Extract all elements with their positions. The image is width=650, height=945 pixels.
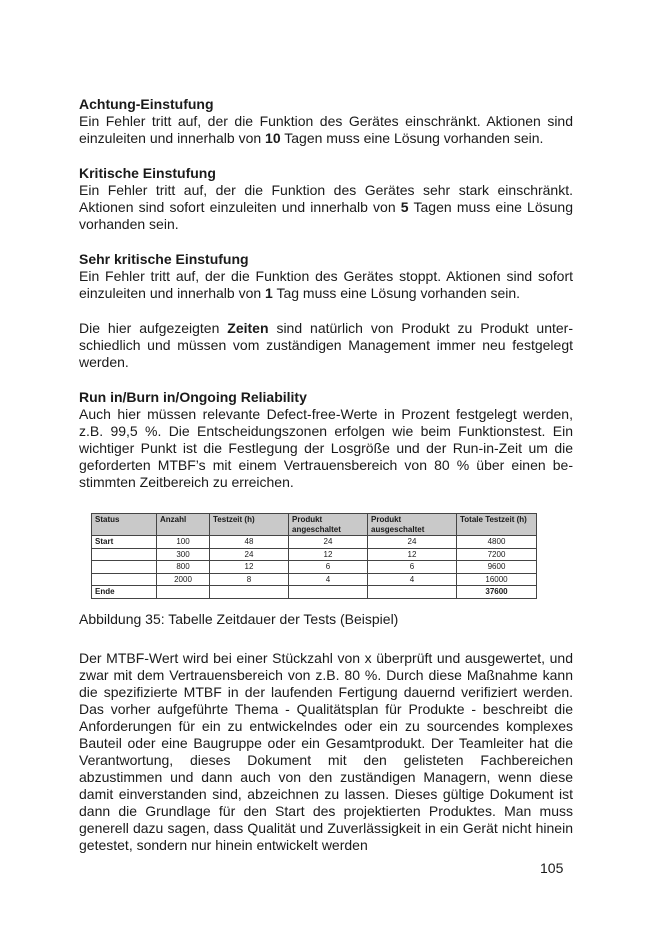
cell-total: 7200 [457, 548, 537, 561]
text-run: Tagen muss eine Lösung vorhanden sein. [79, 199, 573, 232]
cell-aus: 12 [368, 548, 457, 561]
cell-testzeit [210, 586, 289, 599]
cell-aus [368, 586, 457, 599]
bold-days: 5 [400, 199, 409, 215]
section-zeiten [79, 320, 573, 371]
cell-aus: 4 [368, 573, 457, 586]
bold-days: 10 [265, 130, 281, 146]
cell-testzeit: 8 [210, 573, 289, 586]
cell-anzahl [157, 586, 210, 599]
cell-aus: 6 [368, 561, 457, 574]
table-row [92, 561, 537, 574]
header-angeschaltet: Produkt angeschaltet [289, 514, 368, 536]
test-duration-table-wrap [91, 513, 537, 599]
cell-anzahl: 300 [157, 548, 210, 561]
header-anzahl: Anzahl [157, 514, 210, 536]
section-paragraph [79, 182, 573, 233]
bold-days: 1 [265, 285, 273, 301]
table-row [92, 573, 537, 586]
test-duration-table [91, 513, 537, 599]
cell-total: 37600 [457, 586, 537, 599]
cell-status [92, 561, 157, 574]
cell-status: Start [92, 536, 157, 549]
cell-testzeit: 12 [210, 561, 289, 574]
section-heading: Run in/Burn in/Ongoing Reliability [79, 389, 307, 405]
section-paragraph [79, 113, 573, 147]
cell-status: Ende [92, 586, 157, 599]
section-paragraph [79, 268, 573, 302]
section-heading: Achtung-Einstufung [79, 96, 214, 112]
text-run: Tag muss eine Lösung vorhanden sein. [272, 285, 521, 301]
section-paragraph: Auch hier müssen relevante Defect-free-Werte in Prozent festgelegt werden, z.B. 99,5 %. Die Entscheidungszonen erfolgen wie beim Funktionstest. Ein wichtiger Punkt ist die Festlegung der Losgröße und der Run-in-Zeit um die geforderten MTBF’s mit einem Vertrauensbereich von 80 % über einen bestimmten Zeitbereich zu erreichen. [79, 406, 573, 490]
cell-total: 9600 [457, 561, 537, 574]
section-paragraph [79, 320, 573, 371]
cell-an: 6 [289, 561, 368, 574]
cell-aus: 24 [368, 536, 457, 549]
cell-testzeit: 24 [210, 548, 289, 561]
header-totale: Totale Testzeit (h) [457, 514, 537, 536]
text-run: Ein Fehler tritt auf, der die Funktion des Gerätes stoppt. Aktionen sind sofort einzuleiten und innerhalb von [79, 268, 573, 301]
final-paragraph: Der MTBF-Wert wird bei einer Stückzahl von x überprüft und ausgewertet, und zwar mit dem Vertrauensbereich von z.B. 80 %. Durch diese Maßnahme kann die spezifizierte MTBF in der laufenden Fertigung dauernd verifiziert werden. Das vorher aufgeführte Thema - Qualitätsplan für Produkte - beschreibt die Anforderungen für ein zu entwickelndes oder ein zu sourcendes komplexes Bauteil oder eine Baugruppe oder ein Gesamtprodukt. Der Teamleiter hat die Verantwortung, dieses Dokument mit den gelisteten Fachbereichen abzustimmen und dann auch von den zuständigen Managern, wenn diese damit einverstanden sind, abzeichnen zu lassen. Dieses gültige Dokument ist dann die Grundlage für den Start des projektierten Produktes. Man muss generell dazu sagen, dass Qualität und Zuverlässigkeit in ein Gerät nicht hinein getestet, sondern nur hinein entwickelt werden [79, 649, 573, 853]
text-run: Tagen muss eine Lösung vorhanden sein. [280, 130, 544, 146]
bold-zeiten: Zeiten [227, 320, 269, 336]
header-ausgeschaltet: Produkt ausgeschaltet [368, 514, 457, 536]
cell-status [92, 548, 157, 561]
section-achtung [79, 96, 573, 147]
text-run: Die hier aufgezeigten [79, 320, 228, 336]
table-row [92, 548, 537, 561]
text-run: sind natürlich von Produkt zu Produkt unterschiedlich und müssen vom zuständigen Management immer neu festgelegt werden. [79, 320, 574, 370]
cell-an [289, 586, 368, 599]
table-header-row [92, 514, 537, 536]
text-run: Ein Fehler tritt auf, der die Funktion des Gerätes einschränkt. Aktionen sind einzuleiten und innerhalb von [79, 113, 573, 146]
cell-an: 24 [289, 536, 368, 549]
page-content [79, 96, 573, 854]
cell-testzeit: 48 [210, 536, 289, 549]
cell-an: 12 [289, 548, 368, 561]
section-sehr-kritisch [79, 251, 573, 302]
cell-total: 16000 [457, 573, 537, 586]
table-row [92, 536, 537, 549]
page-number: 105 [540, 860, 564, 876]
section-heading: Kritische Einstufung [79, 165, 216, 181]
section-heading: Sehr kritische Einstufung [79, 251, 249, 267]
figure-caption: Abbildung 35: Tabelle Zeitdauer der Tests (Beispiel) [79, 610, 399, 627]
cell-anzahl: 2000 [157, 573, 210, 586]
header-testzeit: Testzeit (h) [210, 514, 289, 536]
cell-status [92, 573, 157, 586]
header-status: Status [92, 514, 157, 536]
cell-total: 4800 [457, 536, 537, 549]
text-run: Ein Fehler tritt auf, der die Funktion des Gerätes sehr stark einschränkt. Aktionen sind sofort einzuleiten und innerhalb von [79, 182, 573, 215]
cell-anzahl: 800 [157, 561, 210, 574]
section-kritisch [79, 165, 573, 233]
cell-an: 4 [289, 573, 368, 586]
section-run-in [79, 389, 573, 491]
table-row [92, 586, 537, 599]
cell-anzahl: 100 [157, 536, 210, 549]
